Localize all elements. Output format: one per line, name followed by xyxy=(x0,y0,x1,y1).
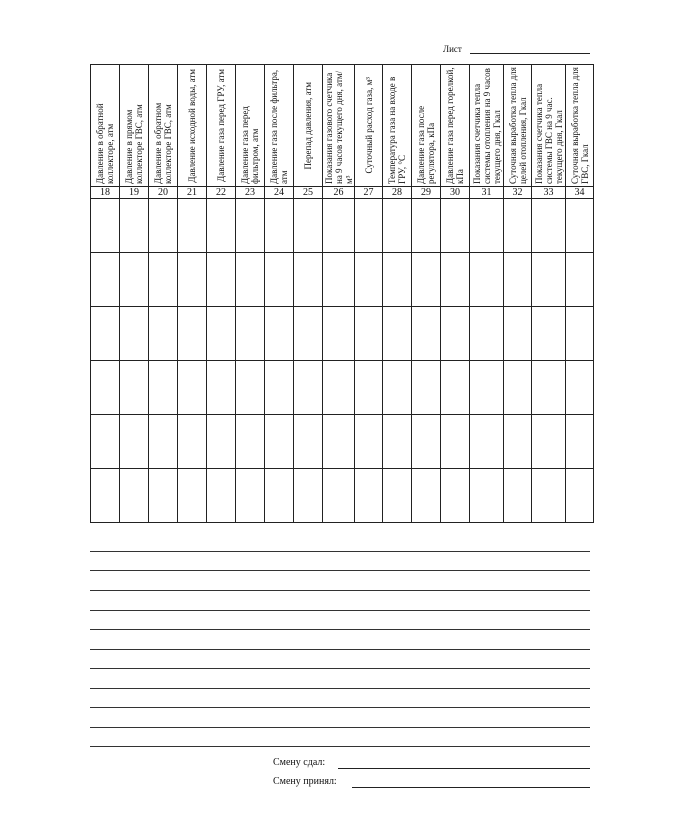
table-cell[interactable] xyxy=(294,415,323,469)
column-header: Температура газа на входе в ГРУ, °С xyxy=(383,65,412,187)
table-cell[interactable] xyxy=(383,415,412,469)
sheet-number-field[interactable] xyxy=(470,53,590,54)
table-cell[interactable] xyxy=(323,199,355,253)
table-cell[interactable] xyxy=(383,307,412,361)
column-number: 18 xyxy=(91,187,120,199)
table-cell[interactable] xyxy=(236,199,265,253)
note-line[interactable] xyxy=(90,727,590,728)
table-cell[interactable] xyxy=(504,199,532,253)
table-cell[interactable] xyxy=(441,199,470,253)
table-cell[interactable] xyxy=(323,361,355,415)
column-header: Показания счетчика тепла системы ГВС на 9 час. текущего дня, Гкал xyxy=(532,65,566,187)
log-table xyxy=(90,64,594,523)
table-cell[interactable] xyxy=(265,253,294,307)
column-header: Перепад давления, атм xyxy=(294,65,323,187)
table-cell[interactable] xyxy=(236,415,265,469)
table-cell[interactable] xyxy=(504,469,532,523)
table-cell[interactable] xyxy=(91,307,120,361)
column-header: Суточный расход газа, м³ xyxy=(355,65,383,187)
table-cell[interactable] xyxy=(120,307,149,361)
table-cell[interactable] xyxy=(383,469,412,523)
table-cell[interactable] xyxy=(504,361,532,415)
note-line[interactable] xyxy=(90,590,590,591)
note-line[interactable] xyxy=(90,688,590,689)
header-row xyxy=(91,65,594,187)
table-cell[interactable] xyxy=(91,253,120,307)
table-cell[interactable] xyxy=(412,199,441,253)
column-number: 34 xyxy=(566,187,594,199)
table-cell[interactable] xyxy=(412,361,441,415)
column-number: 28 xyxy=(383,187,412,199)
table-row xyxy=(91,199,594,253)
table-cell[interactable] xyxy=(91,415,120,469)
column-header: Давление в прямом коллекторе ГВС, атм xyxy=(120,65,149,187)
table-cell[interactable] xyxy=(355,415,383,469)
sheet-label: Лист xyxy=(443,44,462,54)
note-line[interactable] xyxy=(90,746,590,747)
table-cell[interactable] xyxy=(149,415,178,469)
table-cell[interactable] xyxy=(120,253,149,307)
table-cell[interactable] xyxy=(236,307,265,361)
note-line[interactable] xyxy=(90,570,590,571)
column-number: 31 xyxy=(470,187,504,199)
table-cell[interactable] xyxy=(207,361,236,415)
table-cell[interactable] xyxy=(323,415,355,469)
note-line[interactable] xyxy=(90,551,590,552)
shift-handed-over-label: Смену сдал: xyxy=(273,757,326,768)
column-number: 24 xyxy=(265,187,294,199)
table-cell[interactable] xyxy=(532,307,566,361)
note-line[interactable] xyxy=(90,629,590,630)
table-cell[interactable] xyxy=(149,199,178,253)
table-cell[interactable] xyxy=(355,307,383,361)
table-cell[interactable] xyxy=(149,307,178,361)
table-cell[interactable] xyxy=(470,469,504,523)
column-number: 29 xyxy=(412,187,441,199)
table-cell[interactable] xyxy=(323,307,355,361)
table-cell[interactable] xyxy=(504,415,532,469)
column-number: 30 xyxy=(441,187,470,199)
column-header: Суточная выработка тепла для целей отопления, Гкал xyxy=(504,65,532,187)
column-number: 25 xyxy=(294,187,323,199)
table-cell[interactable] xyxy=(323,469,355,523)
table-cell[interactable] xyxy=(265,307,294,361)
table-cell[interactable] xyxy=(470,253,504,307)
column-header: Давление газа перед горелкой, кПа xyxy=(441,65,470,187)
column-header: Суточная выработка тепла для ГВС, Гкал xyxy=(566,65,594,187)
table-row xyxy=(91,415,594,469)
table-cell[interactable] xyxy=(441,469,470,523)
note-line[interactable] xyxy=(90,610,590,611)
table-cell[interactable] xyxy=(265,415,294,469)
table-cell[interactable] xyxy=(294,253,323,307)
table-cell[interactable] xyxy=(412,469,441,523)
column-header: Давление в обратном коллекторе ГВС, атм xyxy=(149,65,178,187)
column-header: Давление исходной воды, атм xyxy=(178,65,207,187)
column-header: Давление газа перед ГРУ, атм xyxy=(207,65,236,187)
note-line[interactable] xyxy=(90,668,590,669)
table-cell[interactable] xyxy=(383,361,412,415)
table-cell[interactable] xyxy=(532,415,566,469)
table-cell[interactable] xyxy=(566,415,594,469)
table-row xyxy=(91,361,594,415)
table-cell[interactable] xyxy=(207,307,236,361)
shift-handed-over-signature-field[interactable] xyxy=(338,768,590,769)
table-cell[interactable] xyxy=(178,361,207,415)
column-header: Давление газа после регулятора, кПа xyxy=(412,65,441,187)
table-cell[interactable] xyxy=(207,199,236,253)
table-cell[interactable] xyxy=(383,199,412,253)
table-cell[interactable] xyxy=(120,415,149,469)
shift-accepted-label: Смену принял: xyxy=(273,776,337,787)
column-number: 22 xyxy=(207,187,236,199)
table-cell[interactable] xyxy=(532,469,566,523)
column-number: 26 xyxy=(323,187,355,199)
table-cell[interactable] xyxy=(532,199,566,253)
table-cell[interactable] xyxy=(178,307,207,361)
table-cell[interactable] xyxy=(120,361,149,415)
table-cell[interactable] xyxy=(294,307,323,361)
table-cell[interactable] xyxy=(470,361,504,415)
column-number: 33 xyxy=(532,187,566,199)
column-header: Показания газового счетчика на 9 часов текущего дня, атм/м³ xyxy=(323,65,355,187)
column-number: 23 xyxy=(236,187,265,199)
column-number: 20 xyxy=(149,187,178,199)
note-line[interactable] xyxy=(90,707,590,708)
table-cell[interactable] xyxy=(149,253,178,307)
table-cell[interactable] xyxy=(441,361,470,415)
table-cell[interactable] xyxy=(120,199,149,253)
table-cell[interactable] xyxy=(470,415,504,469)
table-row xyxy=(91,253,594,307)
table-cell[interactable] xyxy=(265,361,294,415)
table-cell[interactable] xyxy=(412,253,441,307)
table-cell[interactable] xyxy=(355,469,383,523)
column-header: Давление газа после фильтра, атм xyxy=(265,65,294,187)
table-cell[interactable] xyxy=(178,253,207,307)
table-cell[interactable] xyxy=(236,253,265,307)
table-row xyxy=(91,469,594,523)
table-cell[interactable] xyxy=(178,415,207,469)
column-number: 21 xyxy=(178,187,207,199)
table-cell[interactable] xyxy=(355,253,383,307)
table-cell[interactable] xyxy=(383,253,412,307)
table-cell[interactable] xyxy=(566,361,594,415)
table-cell[interactable] xyxy=(207,469,236,523)
note-line[interactable] xyxy=(90,649,590,650)
table-cell[interactable] xyxy=(532,361,566,415)
table-cell[interactable] xyxy=(470,307,504,361)
column-number: 32 xyxy=(504,187,532,199)
column-number: 27 xyxy=(355,187,383,199)
table-cell[interactable] xyxy=(91,469,120,523)
column-header: Показания счетчика тепла системы отопления на 9 часов текущего дня, Гкал xyxy=(470,65,504,187)
table-cell[interactable] xyxy=(504,253,532,307)
table-cell[interactable] xyxy=(470,199,504,253)
table-cell[interactable] xyxy=(178,199,207,253)
table-cell[interactable] xyxy=(504,307,532,361)
table-cell[interactable] xyxy=(91,361,120,415)
table-cell[interactable] xyxy=(149,469,178,523)
table-cell[interactable] xyxy=(149,361,178,415)
table-cell[interactable] xyxy=(532,253,566,307)
table-cell[interactable] xyxy=(412,415,441,469)
table-cell[interactable] xyxy=(566,253,594,307)
table-cell[interactable] xyxy=(120,469,149,523)
table-cell[interactable] xyxy=(323,253,355,307)
table-cell[interactable] xyxy=(236,361,265,415)
table-cell[interactable] xyxy=(236,469,265,523)
column-header: Давление газа перед фильтром, атм xyxy=(236,65,265,187)
table-cell[interactable] xyxy=(441,415,470,469)
table-cell[interactable] xyxy=(566,307,594,361)
table-cell[interactable] xyxy=(294,361,323,415)
table-cell[interactable] xyxy=(91,199,120,253)
column-number: 19 xyxy=(120,187,149,199)
table-cell[interactable] xyxy=(265,199,294,253)
table-cell[interactable] xyxy=(566,469,594,523)
column-number-row xyxy=(91,187,594,199)
table-cell[interactable] xyxy=(294,199,323,253)
table-cell[interactable] xyxy=(355,199,383,253)
table-cell[interactable] xyxy=(441,307,470,361)
table-cell[interactable] xyxy=(441,253,470,307)
table-row xyxy=(91,307,594,361)
table-cell[interactable] xyxy=(265,469,294,523)
shift-accepted-signature-field[interactable] xyxy=(352,787,590,788)
column-header: Давление в обратной коллекторе, атм xyxy=(91,65,120,187)
table-cell[interactable] xyxy=(294,469,323,523)
table-cell[interactable] xyxy=(178,469,207,523)
table-cell[interactable] xyxy=(566,199,594,253)
table-cell[interactable] xyxy=(207,253,236,307)
table-cell[interactable] xyxy=(412,307,441,361)
table-cell[interactable] xyxy=(355,361,383,415)
table-cell[interactable] xyxy=(207,415,236,469)
